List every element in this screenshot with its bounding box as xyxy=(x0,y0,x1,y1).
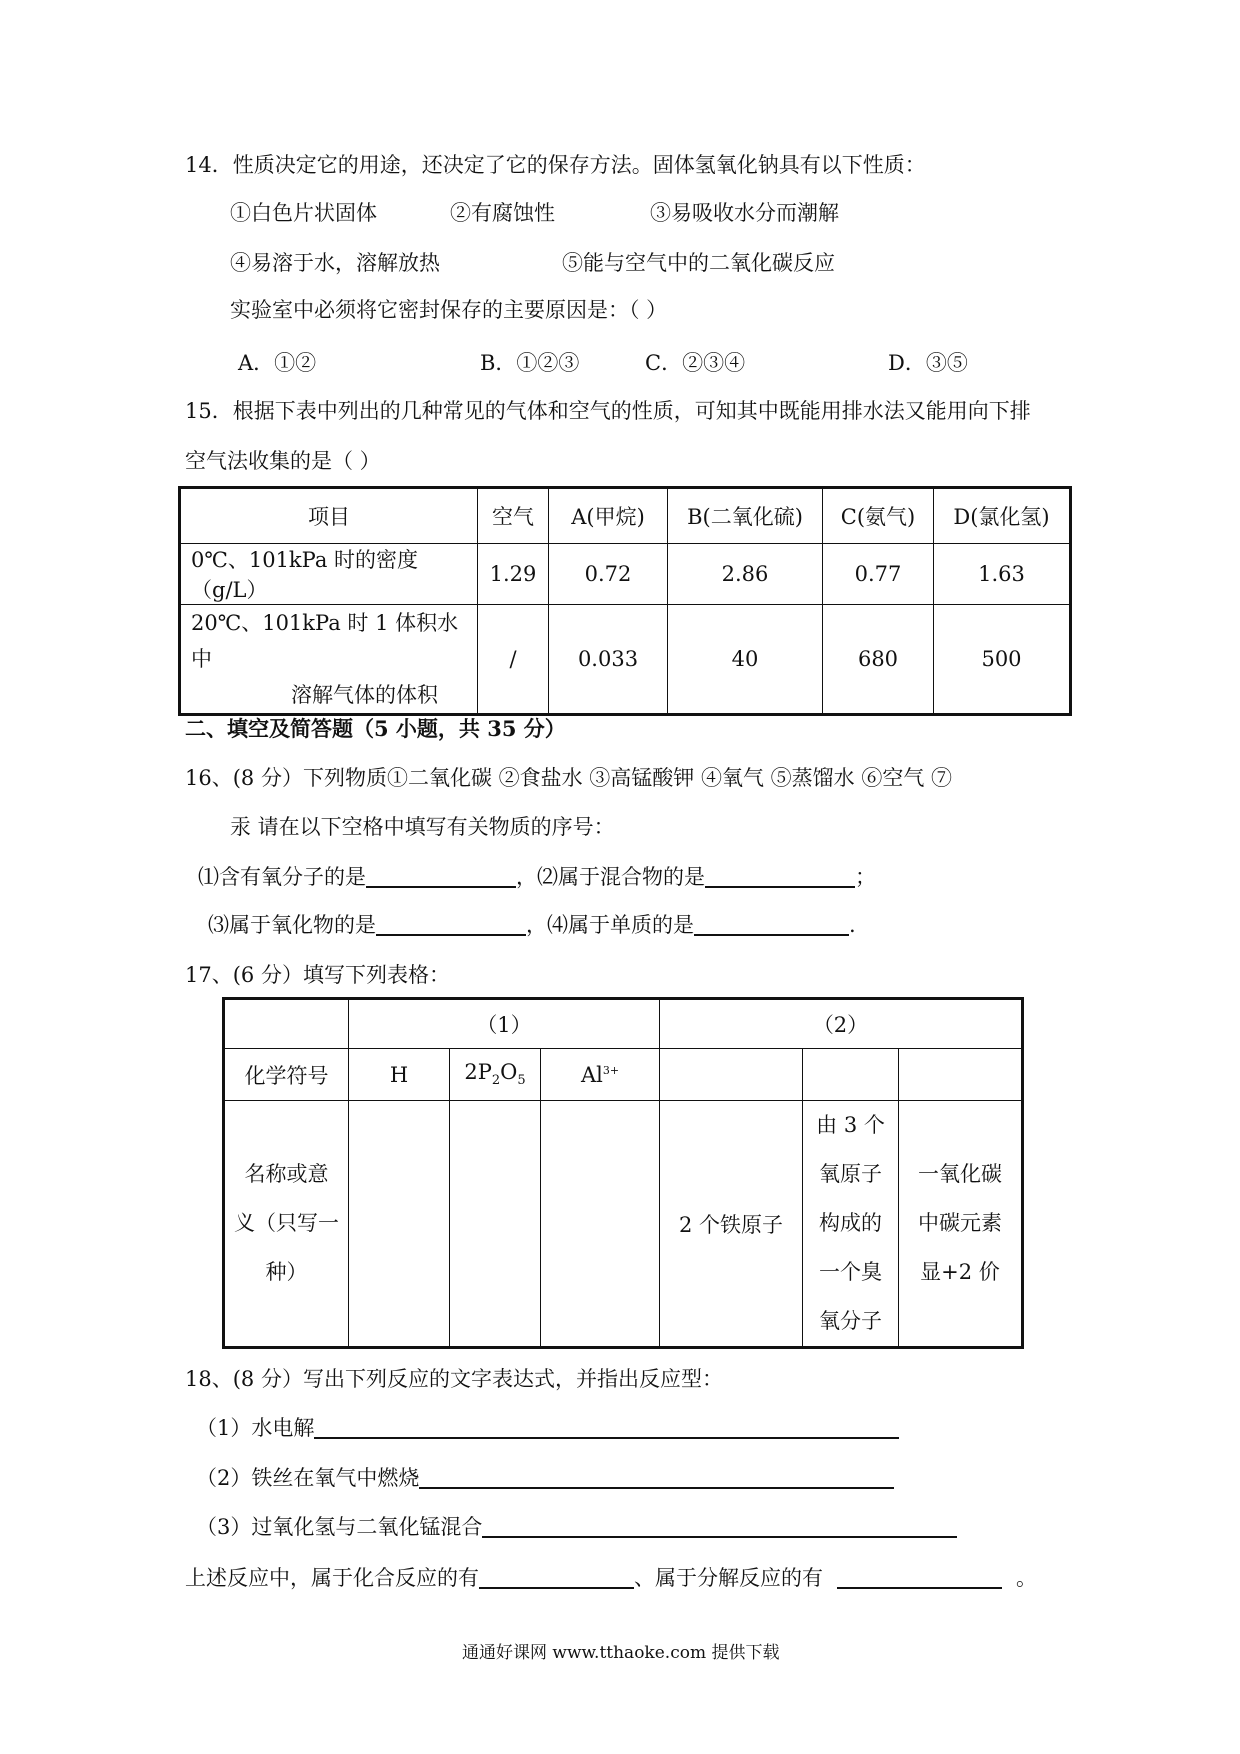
q14-question: 实验室中必须将它密封保存的主要原因是：（ ） xyxy=(230,298,668,322)
symbol-blank-co[interactable] xyxy=(899,1049,1023,1101)
symbol-blank-ozone[interactable] xyxy=(803,1049,899,1101)
density-air: 1.29 xyxy=(478,544,549,605)
meaning-ozone: 由 3 个 氧原子 构成的 一个臭 氧分子 xyxy=(803,1101,899,1348)
header-so2: B(二氧化硫) xyxy=(668,488,823,544)
q14-option-b: B．①②③ xyxy=(480,351,580,375)
q16-blank-2[interactable] xyxy=(705,864,855,888)
q14-option-a: A．①② xyxy=(238,351,317,375)
q18-r2-row xyxy=(196,1465,894,1491)
solubility-nh3: 680 xyxy=(823,605,934,715)
q14-option-c: C．②③④ xyxy=(645,351,746,375)
q18-r1-row xyxy=(196,1415,899,1441)
density-methane: 0.72 xyxy=(549,544,668,605)
meaning-co: 一氧化碳 中碳元素 显+2 价 xyxy=(899,1101,1023,1348)
header-hcl: D(氯化氢) xyxy=(934,488,1071,544)
solubility-label-line2: 溶解气体的体积 xyxy=(291,683,438,707)
q14-stem: 14．性质决定它的用途，还决定了它的保存方法。固体氢氧化钠具有以下性质： xyxy=(185,153,926,177)
symbol-h: H xyxy=(349,1049,450,1101)
meaning-blank-h[interactable] xyxy=(349,1101,450,1348)
header-methane: A(甲烷) xyxy=(549,488,668,544)
q16-p3: ⑶属于氧化物的是 xyxy=(208,913,376,937)
meaning-fe: 2 个铁原子 xyxy=(660,1101,803,1348)
q18-r3: （3）过氧化氢与二氧化锰混合 xyxy=(196,1515,483,1539)
meaning-blank-al[interactable] xyxy=(541,1101,660,1348)
q16-blanks-row2 xyxy=(208,912,856,938)
q18-title: 18、(8 分）写出下列反应的文字表达式，并指出反应型： xyxy=(185,1367,723,1391)
density-label: 0℃、101kPa 时的密度（g/L） xyxy=(180,544,478,605)
q15-line2: 空气法收集的是（ ） xyxy=(185,449,381,473)
chem-symbol-table xyxy=(222,997,1024,1349)
q16-p2-end: ； xyxy=(855,865,876,889)
q16-blank-1[interactable] xyxy=(366,864,516,888)
symbol-p2o5: $2P_2O_5$ xyxy=(450,1049,541,1101)
group-2-header: （2） xyxy=(660,999,1023,1049)
q16-p1: ⑴含有氧分子的是 xyxy=(198,865,366,889)
symbol-blank-fe[interactable] xyxy=(660,1049,803,1101)
header-nh3: C(氨气) xyxy=(823,488,934,544)
density-nh3: 0.77 xyxy=(823,544,934,605)
header-air: 空气 xyxy=(478,488,549,544)
q18-summary-a: 上述反应中，属于化合反应的有 xyxy=(185,1566,479,1590)
density-so2: 2.86 xyxy=(668,544,823,605)
solubility-label xyxy=(180,605,478,715)
q15-line1: 15．根据下表中列出的几种常见的气体和空气的性质，可知其中既能用排水法又能用向下排 xyxy=(185,399,1031,423)
blank-corner xyxy=(224,999,349,1049)
symbol-al3plus: $Al^{3+}$ xyxy=(541,1049,660,1101)
q16-line1: 16、(8 分）下列物质①二氧化碳 ②食盐水 ③高锰酸钾 ④氧气 ⑤蒸馏水 ⑥空气 ⑦ xyxy=(185,766,952,790)
q16-p4: ，⑷属于单质的是 xyxy=(526,913,694,937)
q16-blank-4[interactable] xyxy=(694,912,849,936)
q18-blank-3[interactable] xyxy=(482,1514,957,1538)
solubility-so2: 40 xyxy=(668,605,823,715)
q18-r3-row xyxy=(196,1514,957,1540)
q14-prop-4: ④易溶于水，溶解放热 xyxy=(230,251,440,275)
q18-blank-1[interactable] xyxy=(314,1415,899,1439)
q16-p2: ，⑵属于混合物的是 xyxy=(516,865,705,889)
solubility-air: / xyxy=(478,605,549,715)
q16-line2: 汞 请在以下空格中填写有关物质的序号： xyxy=(230,815,615,839)
group-1-header: （1） xyxy=(349,999,660,1049)
gas-properties-table xyxy=(178,486,1072,716)
q16-blank-3[interactable] xyxy=(376,912,526,936)
section-2-title: 二、填空及简答题（5 小题，共 35 分） xyxy=(185,716,566,741)
q14-prop-1: ①白色片状固体 xyxy=(230,201,377,225)
q14-prop-2: ②有腐蚀性 xyxy=(450,201,555,225)
q18-r2: （2）铁丝在氧气中燃烧 xyxy=(196,1466,420,1490)
q17-title: 17、(6 分）填写下列表格： xyxy=(185,963,450,987)
solubility-hcl: 500 xyxy=(934,605,1071,715)
meaning-label: 名称或意 义（只写一 种） xyxy=(224,1101,349,1348)
q18-blank-decomposition[interactable] xyxy=(837,1565,1002,1589)
symbol-label: 化学符号 xyxy=(224,1049,349,1101)
meaning-blank-p2o5[interactable] xyxy=(450,1101,541,1348)
header-item: 项目 xyxy=(180,488,478,544)
q18-r1: （1）水电解 xyxy=(196,1416,315,1440)
q18-summary-b: 、属于分解反应的有 xyxy=(634,1566,823,1590)
q16-p4-end: . xyxy=(849,913,856,937)
q18-summary-end: 。 xyxy=(1016,1566,1037,1590)
q16-blanks-row1 xyxy=(198,864,876,890)
density-hcl: 1.63 xyxy=(934,544,1071,605)
q18-blank-combination[interactable] xyxy=(479,1565,634,1589)
q18-blank-2[interactable] xyxy=(419,1465,894,1489)
q14-prop-5: ⑤能与空气中的二氧化碳反应 xyxy=(562,251,835,275)
solubility-methane: 0.033 xyxy=(549,605,668,715)
q14-prop-3: ③易吸收水分而潮解 xyxy=(650,201,839,225)
page-footer: 通通好课网 www.tthaoke.com 提供下载 xyxy=(462,1643,780,1663)
q18-summary-row xyxy=(185,1565,1037,1591)
solubility-label-line1: 20℃、101kPa 时 1 体积水中 xyxy=(191,611,459,671)
q14-option-d: D．③⑤ xyxy=(888,351,968,375)
